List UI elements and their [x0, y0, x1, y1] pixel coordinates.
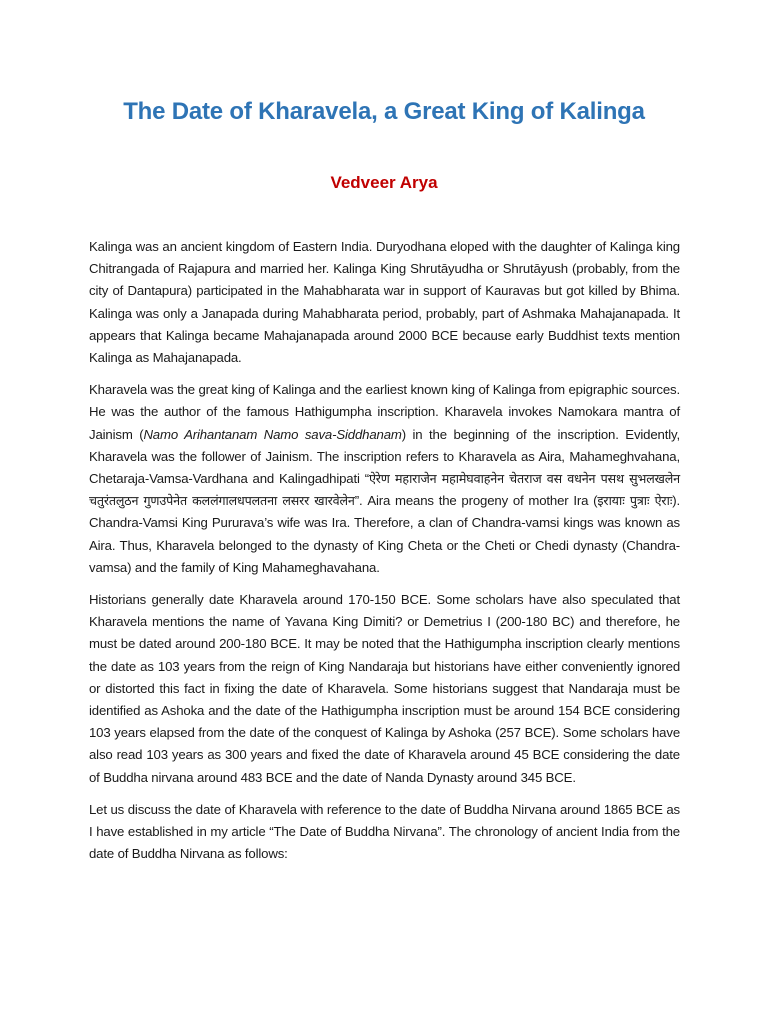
document-title: The Date of Kharavela, a Great King of Kalinga	[123, 98, 645, 125]
paragraph-2-text-d: ). Chandra-Vamsi King Pururava’s wife was Ira. Therefore, a clan of Chandra-vamsi kings was known as Aira. Thus, Kharavela belonged to the dynasty of King Cheta or the Cheti or Chedi dynasty (Chandra-vamsa) and the family of King Mahameghavahana.	[89, 493, 680, 575]
paragraph-2-text-b: ) in the beginning of the inscription. Evidently, Kharavela was the follower of Jainism. The inscription refers to Kharavela as Aira, Mahameghvahana, Chetaraja-Vamsa-Vardhana and Kalingadhipati “	[89, 426, 680, 487]
paragraph-2-italic: Namo Arihantanam Namo sava-Siddhanam	[143, 426, 402, 442]
paragraph-2-devanagari-ira: इरायाः पुत्राः ऐराः	[597, 493, 673, 509]
paragraph-2-text-a: Kharavela was the great king of Kalinga and the earliest known king of Kalinga from epigraphic sources. He was the author of the famous Hathigumpha inscription. Kharavela invokes Namokara mantra of Jainism (	[89, 382, 680, 442]
document-body	[89, 236, 680, 875]
paragraph-1: Kalinga was an ancient kingdom of Eastern India. Duryodhana eloped with the daughter of Kalinga king Chitrangada of Rajapura and married her. Kalinga King Shrutāyudha or Shrutāyush (probably, from the city of Dantapura) participated in the Mahabharata war in support of Kauravas but got killed by Bhima. Kalinga was only a Janapada during Mahabharata period, probably, part of Ashmaka Mahajanapada. It appears that Kalinga became Mahajanapada around 2000 BCE because early Buddhist texts mention Kalinga as Mahajanapada.	[89, 239, 680, 366]
paragraph-2-devanagari-quote: ऐरेण महाराजेन महामेघवाहनेन चेतराज वस वधनेन पसथ सुभलखलेन चतुरंतलुठन गुणउपेनेत कललंगालधपलतना लसरर खारवेलेन	[89, 471, 681, 509]
paragraph-3: Historians generally date Kharavela around 170-150 BCE. Some scholars have also speculated that Kharavela mentions the name of Yavana King Dimiti? or Demetrius I (200-180 BC) and therefore, he must be dated around 200-180 BCE. It may be noted that the Hathigumpha inscription clearly mentions the date as 103 years from the reign of King Nandaraja but historians have either conveniently ignored or distorted this fact in fixing the date of Kharavela. Some historians suggest that Nandaraja must be identified as Ashoka and the date of the Hathigumpha inscription must be around 154 BCE considering 103 years elapsed from the date of the conquest of Kalinga by Ashoka (257 BCE). Some scholars have also read 103 years as 300 years and fixed the date of Kharavela around 45 BCE considering the date of Buddha nirvana around 483 BCE and the date of Nanda Dynasty around 345 BCE.	[89, 592, 680, 785]
paragraph-4: Let us discuss the date of Kharavela with reference to the date of Buddha Nirvana around 1865 BCE as I have established in my article “The Date of Buddha Nirvana”. The chronology of ancient India from the date of Buddha Nirvana as follows:	[89, 801, 680, 862]
paragraph-2	[89, 379, 680, 579]
document-author: Vedveer Arya	[330, 173, 438, 192]
paragraph-2-text-c: ”. Aira means the progeny of mother Ira (	[354, 493, 598, 509]
